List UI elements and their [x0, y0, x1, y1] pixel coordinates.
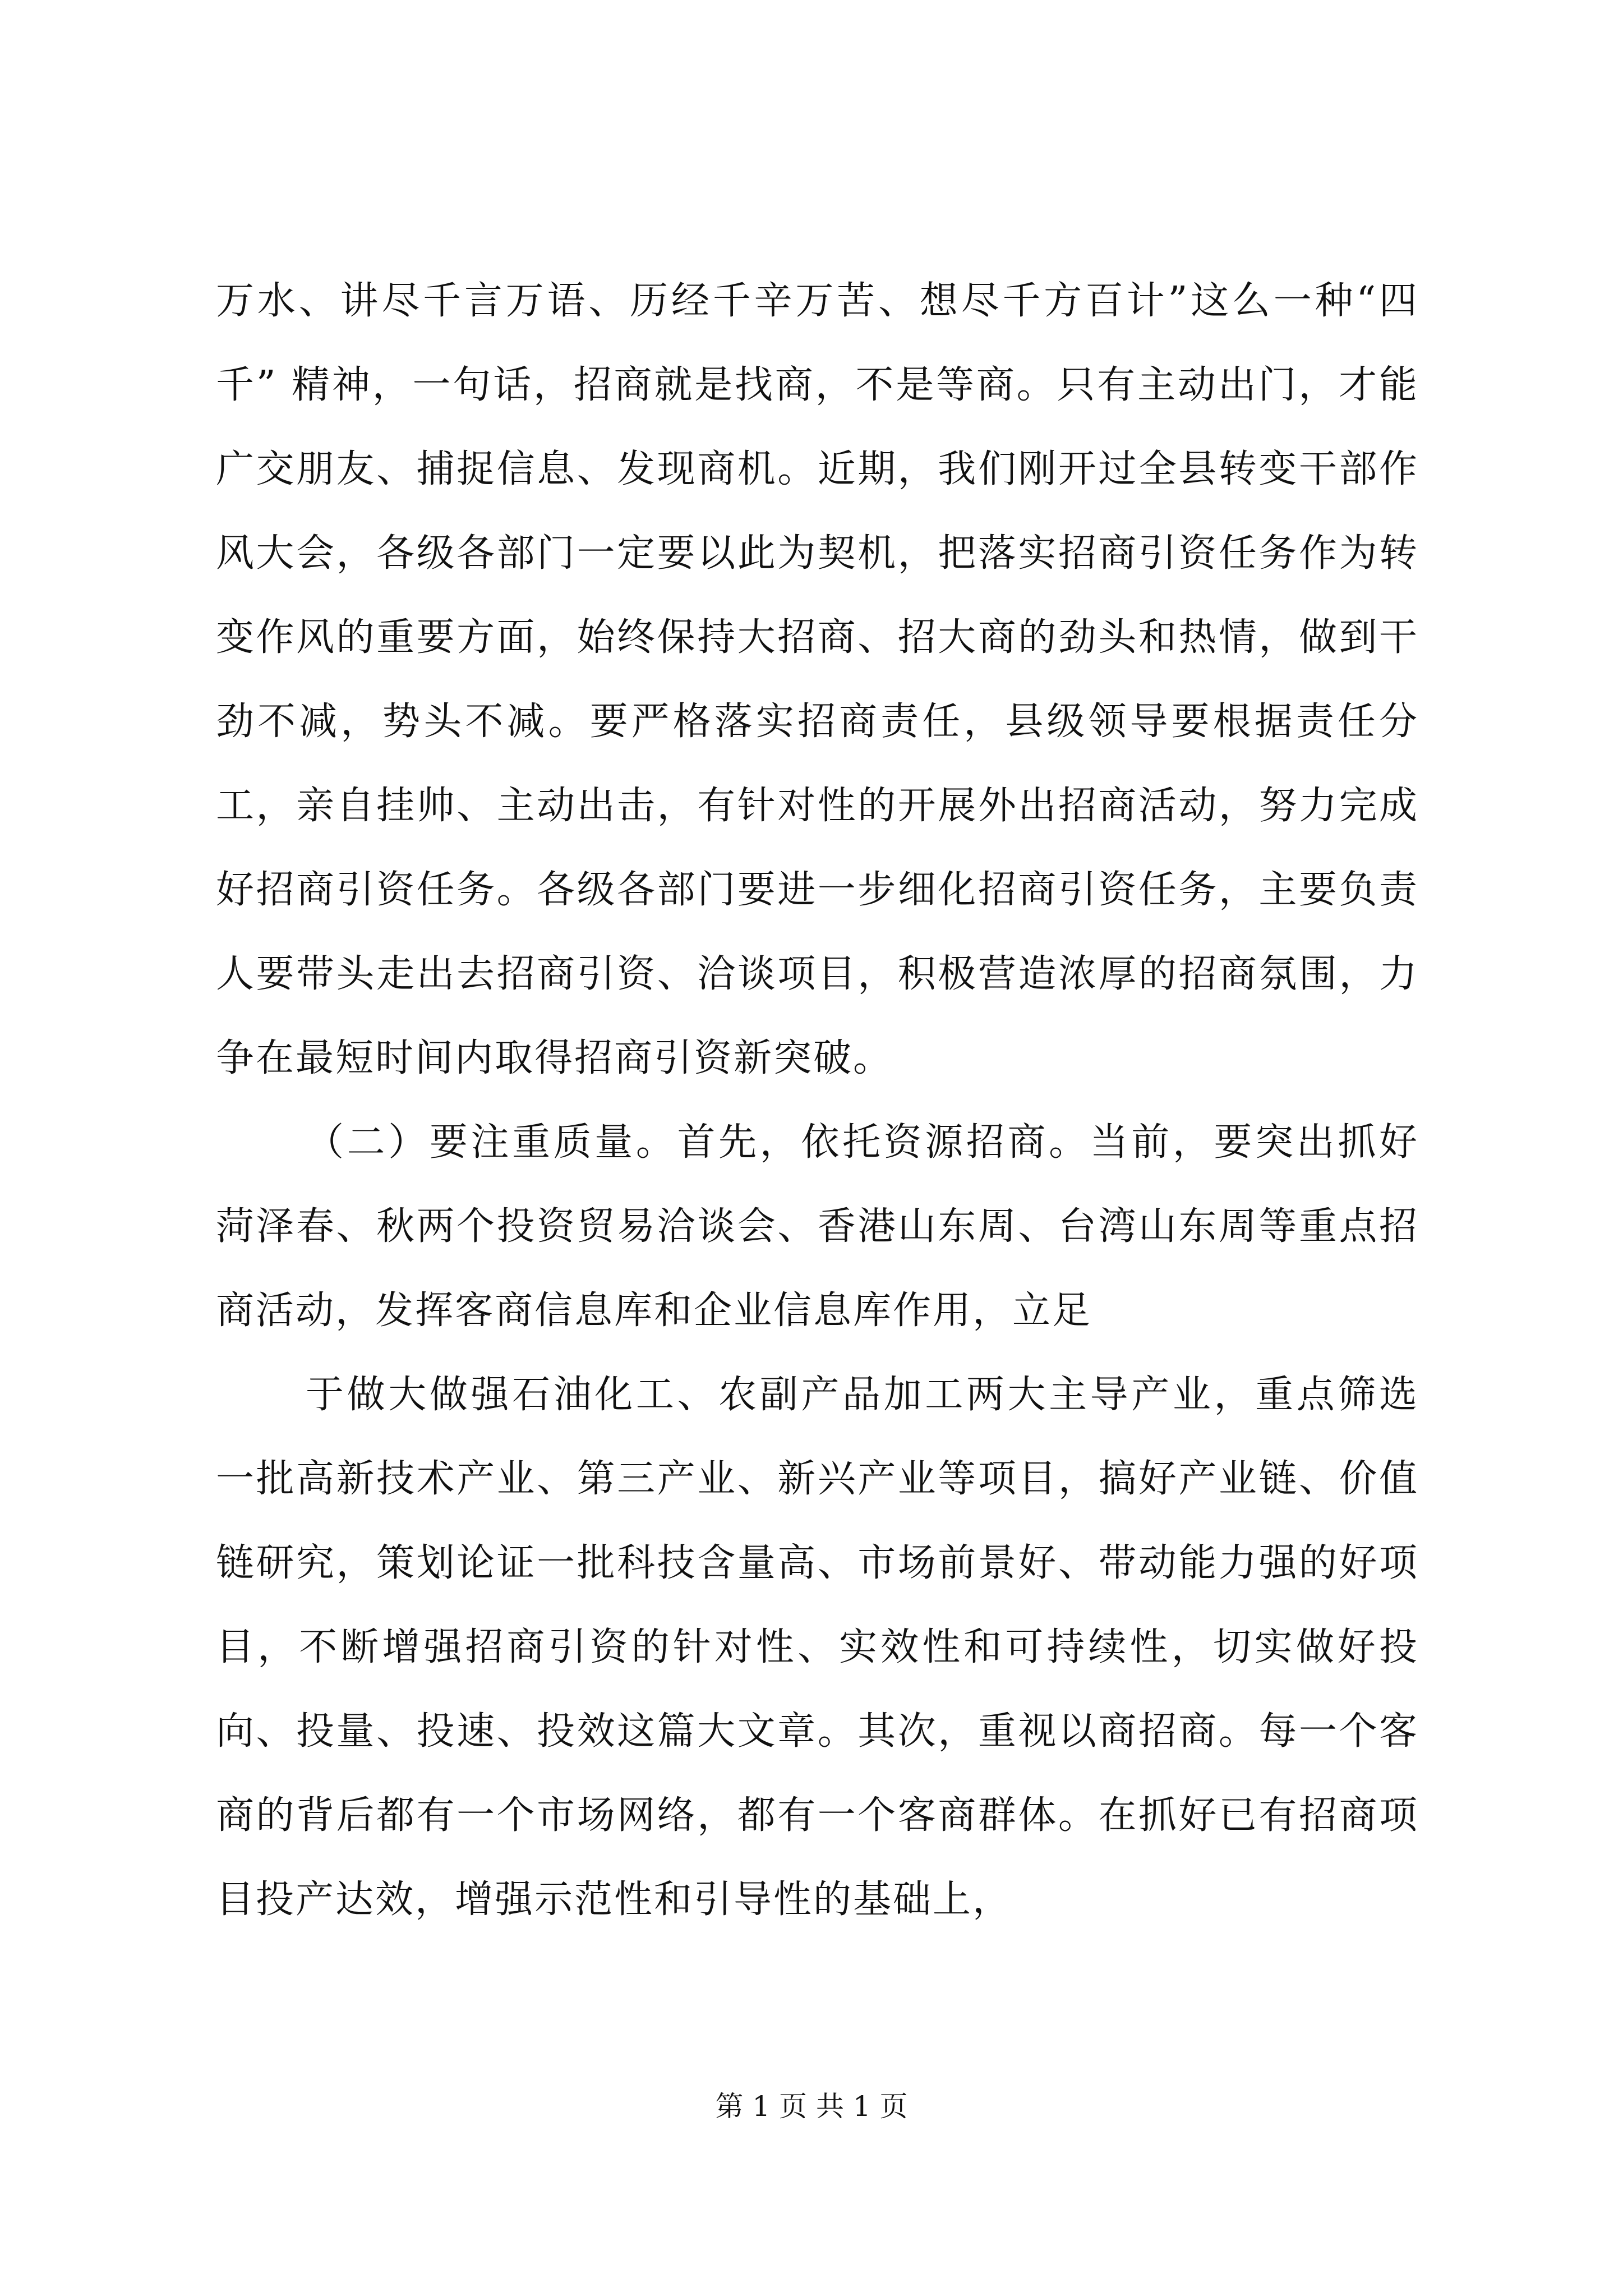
paragraph-3: 于做大做强石油化工、农副产品加工两大主导产业，重点筛选一批高新技术产业、第三产业、新兴产业等项目，搞好产业链、价值链研究，策划论证一批科技含量高、市场前景好、带动能力强的好项目，不断增强招商引资的针对性、实效性和可持续性，切实做好投向、投量、投速、投效这篇大文章。其次，重视以商招商。每一个客商的背后都有一个市场网络，都有一个客商群体。在抓好已有招商项目投产达效，增强示范性和引导性的基础上， — [216, 1373, 1419, 1922]
page-footer: 第 1 页 共 1 页 — [715, 2090, 908, 2123]
document-body — [216, 259, 1419, 1942]
paragraph-1: 万水、讲尽千言万语、历经千辛万苦、想尽千方百计”这么一种“四千” 精神，一句话，招商就是找商，不是等商。只有主动出门，才能广交朋友、捕捉信息、发现商机。近期，我们刚开过全县转变干部作风大会，各级各部门一定要以此为契机，把落实招商引资任务作为转变作风的重要方面，始终保持大招商、招大商的劲头和热情，做到干劲不减，势头不减。要严格落实招商责任，县级领导要根据责任分工，亲自挂帅、主动出击，有针对性的开展外出招商活动，努力完成好招商引资任务。各级各部门要进一步细化招商引资任务，主要负责人要带头走出去招商引资、洽谈项目，积极营造浓厚的招商氛围，力争在最短时间内取得招商引资新突破。 — [216, 279, 1419, 1080]
paragraph-2: （二）要注重质量。首先，依托资源招商。当前，要突出抓好菏泽春、秋两个投资贸易洽谈会、香港山东周、台湾山东周等重点招商活动，发挥客商信息库和企业信息库作用，立足 — [216, 1120, 1419, 1333]
